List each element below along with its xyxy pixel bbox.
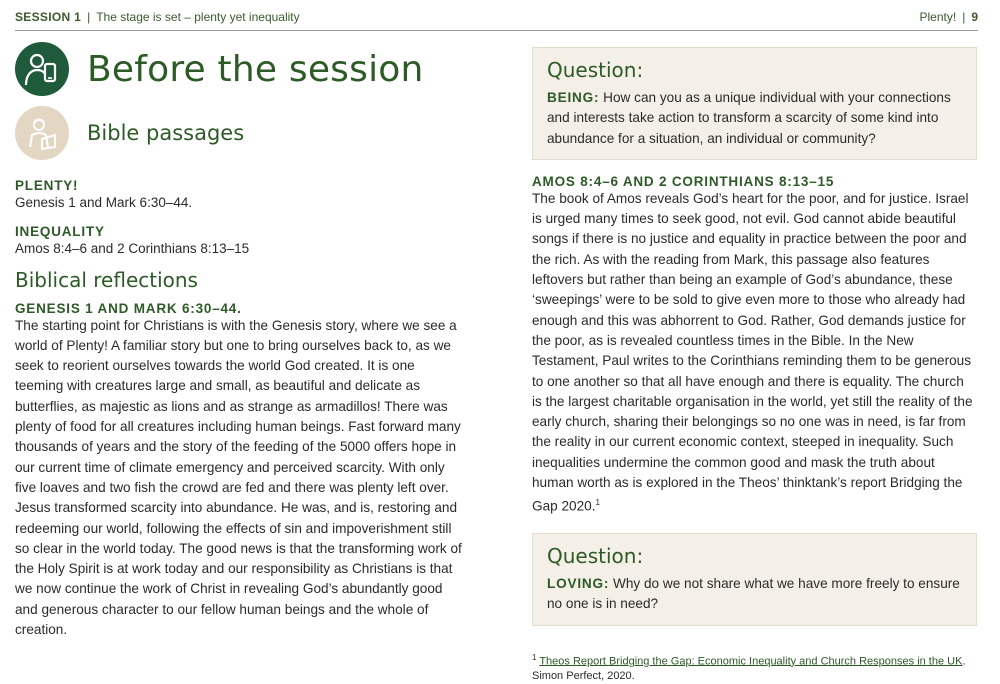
question-text bbox=[547, 574, 962, 615]
question-box-being bbox=[532, 47, 977, 160]
header-right bbox=[920, 10, 979, 24]
footnote-marker: 1 bbox=[532, 652, 537, 662]
question-body: Why do we not share what we have more freely to ensure no one is in need? bbox=[547, 576, 960, 612]
passage-inequality bbox=[15, 224, 465, 259]
title-row bbox=[15, 40, 465, 98]
reflection-text: The starting point for Christians is with the Genesis story, where we see a world of Plenty! A familiar story but one to bring ourselves back to, as we seek to reorient ourselves towards the world God created. It is one teeming with creatures large and small, as beautiful and delicate as butterflies, as majestic as lions and as strange as armadillos! There was plenty of food for all creatures including human beings. Fast forward many thousands of years and the story of the feeding of the 5000 offers hope in our current time of climate emergency and perceived scarcity. With only five loaves and two fish the crowd are fed and there was plenty left over. Jesus transformed scarcity into abundance. He was, and is, restoring and redeeming our world, following the effects of sin and impoverishment still so clear in the world today. The good news is that the transforming work of the Holy Spirit is at work today and our responsibility as Christians is that we now continue the work of Christ in revealing God’s abundantly good and generous character to our fellow human beings and the whole of creation. bbox=[15, 317, 462, 638]
page-number: 9 bbox=[971, 10, 978, 24]
subtitle-row bbox=[15, 104, 465, 162]
passage-plenty bbox=[15, 178, 465, 213]
reflection-text bbox=[532, 189, 977, 517]
footnote-ref[interactable]: 1 bbox=[595, 498, 600, 508]
question-title: Question: bbox=[547, 58, 644, 82]
phone-person-icon bbox=[15, 42, 69, 96]
passage-label: INEQUALITY bbox=[15, 224, 105, 240]
footnote-link[interactable]: Theos Report Bridging the Gap: Economic Inequality and Church Responses in the UK bbox=[539, 655, 963, 668]
book-title: Plenty! bbox=[919, 10, 957, 24]
footnote-rest: . Simon Perfect, 2020. bbox=[532, 655, 966, 683]
reflection-amos bbox=[532, 174, 977, 517]
reflection-label: AMOS 8:4–6 AND 2 CORINTHIANS 8:13–15 bbox=[532, 173, 835, 189]
question-body: How can you as a unique individual with your connections and interests take action to transform a scarcity of some kind into abundance for a situation, an individual or community? bbox=[547, 90, 951, 146]
subtitle-bible-passages: Bible passages bbox=[87, 121, 245, 145]
passage-text: Amos 8:4–6 and 2 Corinthians 8:13–15 bbox=[15, 241, 250, 257]
session-label: SESSION 1 bbox=[15, 10, 82, 24]
reflection-label: GENESIS 1 AND MARK 6:30–44. bbox=[15, 300, 242, 316]
session-title: The stage is set – plenty yet inequality bbox=[96, 10, 300, 24]
page-header bbox=[15, 4, 978, 31]
page-separator: | bbox=[962, 10, 966, 24]
left-column bbox=[15, 40, 465, 640]
passage-text: Genesis 1 and Mark 6:30–44. bbox=[15, 195, 193, 210]
footnote bbox=[532, 650, 977, 684]
question-title: Question: bbox=[547, 544, 644, 569]
question-text bbox=[547, 88, 962, 149]
reflection-body: The book of Amos reveals God’s heart for the poor, and for justice. Israel is urged many times to seek good, not evil. God cannot abide beautiful songs if there is no justice and equality in practice between the poor and the rich. As with the reading from Mark, this passage also features leftovers but rather than being an example of God’s abundance, these ‘sweepings’ were to be sold to give even more to those who already had enough and this was abhorrent to God. Rather, God demands justice for the poor, as is revealed countless times in the Bible. In the New Testament, Paul writes to the Corinthians reminding them to be generous to one another so that all have enough and there is equality. The church is the largest charitable organisation in the world, yet still the reality of the early church, sharing their belongings so no one was in need, is far from the reality in our current economic context, steeped in inequality. Such inequalities undermine the common good and mask the truth about human worth as is explored in the Theos’ thinktank’s report Bridging the Gap 2020. bbox=[532, 190, 973, 514]
page-title: Before the session bbox=[87, 48, 424, 90]
right-column bbox=[532, 40, 977, 684]
header-separator: | bbox=[87, 10, 91, 24]
reflections-heading: Biblical reflections bbox=[15, 267, 198, 292]
header-left bbox=[15, 10, 920, 24]
question-label: BEING: bbox=[547, 90, 600, 105]
reflection-genesis bbox=[15, 301, 465, 641]
passage-label: PLENTY! bbox=[15, 178, 79, 193]
child-reading-icon bbox=[15, 106, 69, 160]
question-label: LOVING: bbox=[547, 576, 610, 592]
question-box-loving bbox=[532, 533, 977, 626]
